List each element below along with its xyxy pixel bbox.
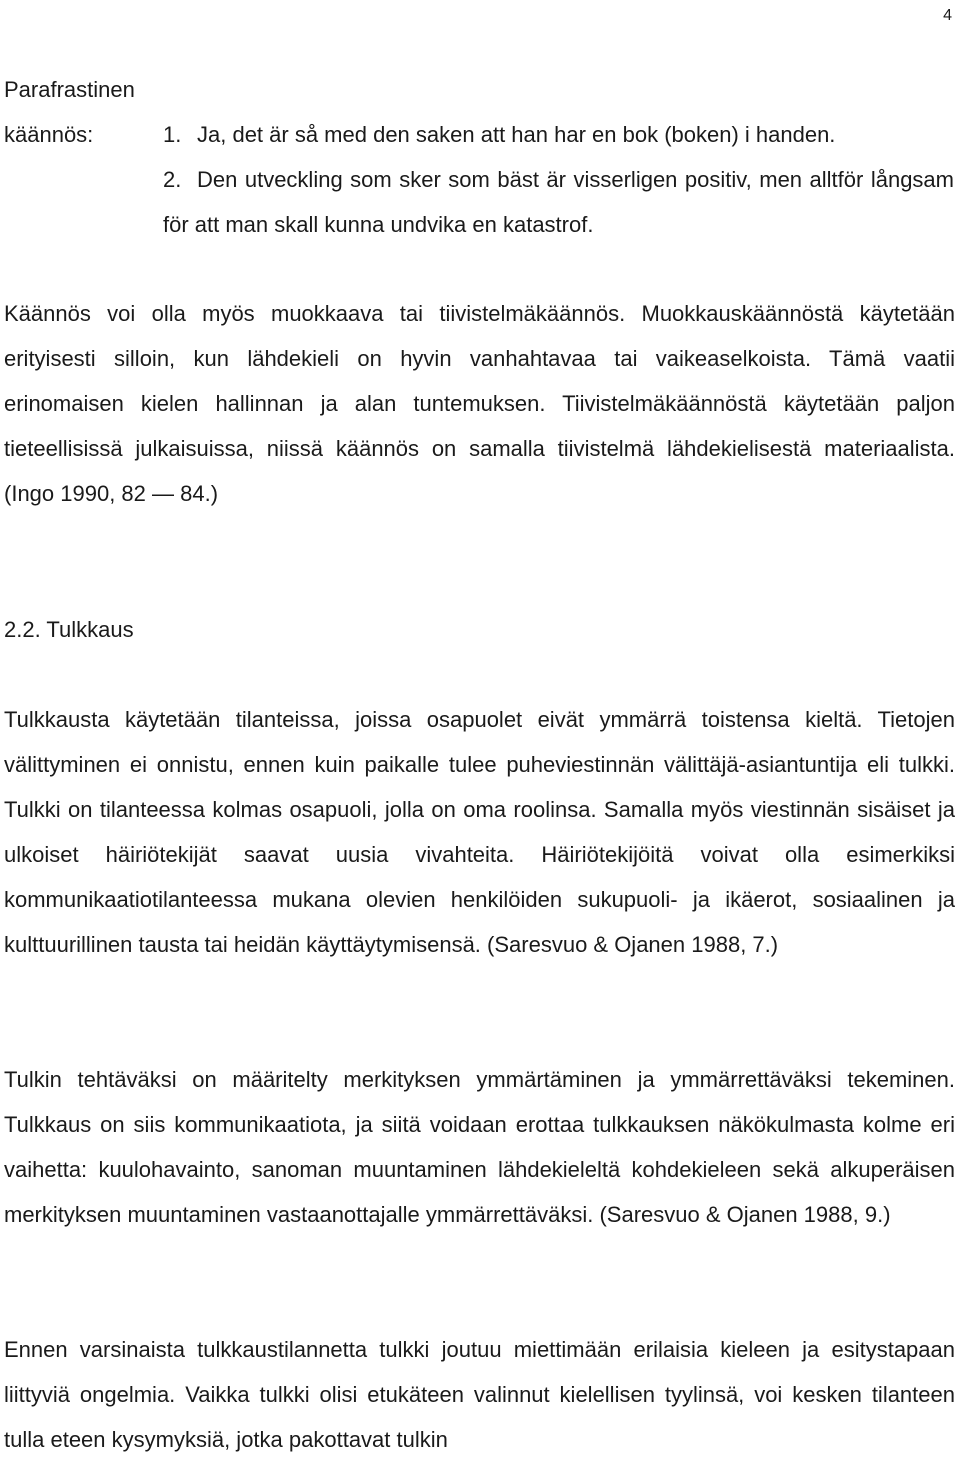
example-item-1-text: Ja, det är så med den saken att han har en bok (boken) i handen. — [197, 122, 836, 147]
page-number: 4 — [943, 7, 952, 24]
paragraph-before-interpreting: Ennen varsinaista tulkkaustilannetta tulkki joutuu miettimään erilaisia kieleen ja esitystapaan liittyviä ongelmia. Vaikka tulkki olisi etukäteen valinnut kielellisen tyylinsä, voi kesken tilanteen tulla eteen kysymyksiä, jotka pakottavat tulkin — [4, 1337, 955, 1452]
example-item-1 — [163, 112, 954, 157]
example-item-1-number: 1. — [163, 122, 182, 147]
example-label-line1: Parafrastinen — [4, 77, 135, 102]
paragraph-interpreter-task: Tulkin tehtäväksi on määritelty merkityksen ymmärtäminen ja ymmärrettäväksi tekeminen. Tulkkaus on siis kommunikaatiota, ja siitä voidaan erottaa tulkkauksen näkökulmasta kolme eri vaihetta: kuulohavainto, sanoman muuntaminen lähdekieleltä kohdekieleen sekä alkuperäisen merkityksen muuntaminen vastaanottajalle ymmärrettäväksi. (Saresvuo & Ojanen 1988, 9.) — [4, 1067, 955, 1227]
example-label-line2: käännös: — [4, 122, 94, 147]
example-item-2 — [163, 157, 954, 247]
section-heading: 2.2. Tulkkaus — [4, 617, 134, 642]
example-list — [163, 112, 954, 247]
example-item-2-text: Den utveckling som sker som bäst är visserligen positiv, men alltför långsam för att man skall kunna undvika en katastrof. — [163, 167, 954, 237]
paragraph-interpreting-intro: Tulkkausta käytetään tilanteissa, joissa osapuolet eivät ymmärrä toistensa kieltä. Tietojen välittyminen ei onnistu, ennen kuin paikalle tulee puheviestinnän välittäjä-asiantuntija eli tulkki. Tulkki on tilanteessa kolmas osapuoli, jolla on oma roolinsa. Samalla myös viestinnän sisäiset ja ulkoiset häiriötekijät saavat uusia vivahteita. Häiriötekijöitä voivat olla esimerkiksi kommunikaatiotilanteessa mukana olevien henkilöiden sukupuoli- ja ikäerot, sosiaalinen ja kulttuurillinen tausta tai heidän käyttäytymisensä. (Saresvuo & Ojanen 1988, 7.) — [4, 707, 955, 957]
example-item-2-number: 2. — [163, 167, 182, 192]
paragraph-translation-types: Käännös voi olla myös muokkaava tai tiivistelmäkäännös. Muokkauskäännöstä käytetään erityisesti silloin, kun lähdekieli on hyvin vanhahtavaa tai vaikeaselkoista. Tämä vaatii erinomaisen kielen hallinnan ja alan tuntemuksen. Tiivistelmäkäännöstä käytetään paljon tieteellisissä julkaisuissa, niissä käännös on samalla tiivistelmä lähdekielisestä materiaalista. (Ingo 1990, 82 — 84.) — [4, 301, 955, 506]
